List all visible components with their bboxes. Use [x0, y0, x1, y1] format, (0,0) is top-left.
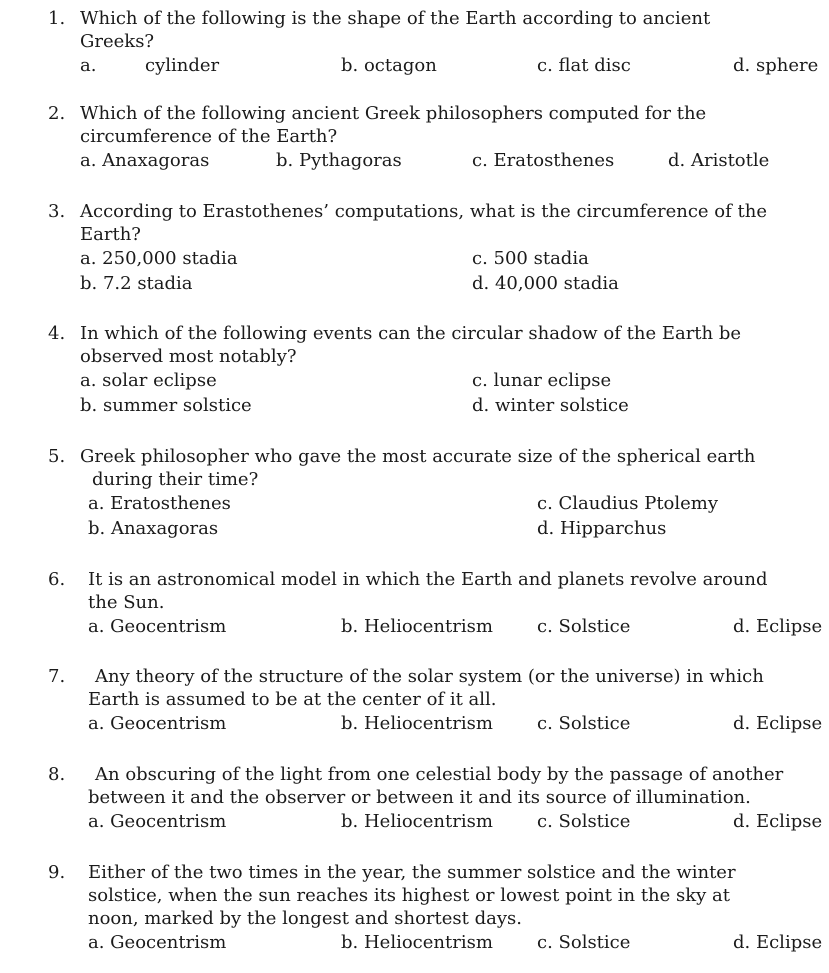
option-a-letter: a. — [80, 55, 97, 76]
option-b: b. Heliocentrism — [341, 616, 493, 637]
option-c: c. lunar eclipse — [472, 370, 612, 391]
question-number: 5. — [48, 446, 66, 467]
question-number: 4. — [48, 323, 66, 344]
question-number: 6. — [48, 569, 66, 590]
option-d: d. winter solstice — [472, 395, 629, 416]
question-text-line: In which of the following events can the circular shadow of the Earth be — [80, 323, 742, 344]
question-text-line: It is an astronomical model in which the Earth and planets revolve around — [88, 569, 768, 590]
question-text-line: observed most notably? — [80, 346, 297, 367]
option-a: a. Geocentrism — [88, 932, 227, 953]
option-d: d. 40,000 stadia — [472, 273, 619, 294]
option-b: b. 7.2 stadia — [80, 273, 193, 294]
option-a: a. Eratosthenes — [88, 493, 231, 514]
question-text-line: Which of the following ancient Greek philosophers computed for the — [80, 103, 707, 124]
option-b: b. Heliocentrism — [341, 713, 493, 734]
question-text-line: Which of the following is the shape of the Earth according to ancient — [80, 8, 711, 29]
question-number: 1. — [48, 8, 66, 29]
question-number: 7. — [48, 666, 66, 687]
question-text-line: Greeks? — [80, 31, 155, 52]
option-d: d. Eclipse — [733, 932, 823, 953]
question-number: 3. — [48, 201, 66, 222]
question-text-line: noon, marked by the longest and shortest days. — [88, 908, 522, 929]
question-text-line: Earth is assumed to be at the center of it all. — [88, 689, 497, 710]
option-b: b. octagon — [341, 55, 437, 76]
option-c: c. flat disc — [537, 55, 631, 76]
option-c: c. Solstice — [537, 932, 631, 953]
option-b: b. summer solstice — [80, 395, 252, 416]
option-d: d. sphere — [733, 55, 819, 76]
option-c: c. Claudius Ptolemy — [537, 493, 719, 514]
option-b: b. Pythagoras — [276, 150, 402, 171]
question-number: 2. — [48, 103, 66, 124]
option-d: d. Eclipse — [733, 811, 823, 832]
question-text-line: circumference of the Earth? — [80, 126, 338, 147]
option-d: d. Eclipse — [733, 616, 823, 637]
option-a: a. Geocentrism — [88, 616, 227, 637]
question-text-line: Greek philosopher who gave the most accurate size of the spherical earth — [80, 446, 756, 467]
option-a: cylinder — [145, 55, 220, 76]
question-text-line: solstice, when the sun reaches its highest or lowest point in the sky at — [88, 885, 731, 906]
question-text-line: the Sun. — [88, 592, 165, 613]
option-c: c. Solstice — [537, 616, 631, 637]
option-c: c. Solstice — [537, 811, 631, 832]
question-text-line: According to Erastothenes’ computations, what is the circumference of the — [80, 201, 767, 222]
option-a: a. Anaxagoras — [80, 150, 210, 171]
option-a: a. Geocentrism — [88, 811, 227, 832]
question-text-line: during their time? — [92, 469, 259, 490]
option-a: a. solar eclipse — [80, 370, 217, 391]
option-d: d. Hipparchus — [537, 518, 667, 539]
question-text-line: between it and the observer or between it and its source of illumination. — [88, 787, 751, 808]
question-number: 8. — [48, 764, 66, 785]
option-b: b. Heliocentrism — [341, 811, 493, 832]
question-number: 9. — [48, 862, 66, 883]
option-b: b. Heliocentrism — [341, 932, 493, 953]
question-text-line: Either of the two times in the year, the summer solstice and the winter — [88, 862, 736, 883]
option-c: c. Solstice — [537, 713, 631, 734]
option-a: a. 250,000 stadia — [80, 248, 238, 269]
question-text-line: Any theory of the structure of the solar system (or the universe) in which — [95, 666, 764, 687]
option-c: c. 500 stadia — [472, 248, 589, 269]
option-a: a. Geocentrism — [88, 713, 227, 734]
option-d: d. Eclipse — [733, 713, 823, 734]
option-d: d. Aristotle — [668, 150, 770, 171]
option-b: b. Anaxagoras — [88, 518, 219, 539]
question-text-line: Earth? — [80, 224, 141, 245]
option-c: c. Eratosthenes — [472, 150, 615, 171]
question-text-line: An obscuring of the light from one celestial body by the passage of another — [95, 764, 784, 785]
